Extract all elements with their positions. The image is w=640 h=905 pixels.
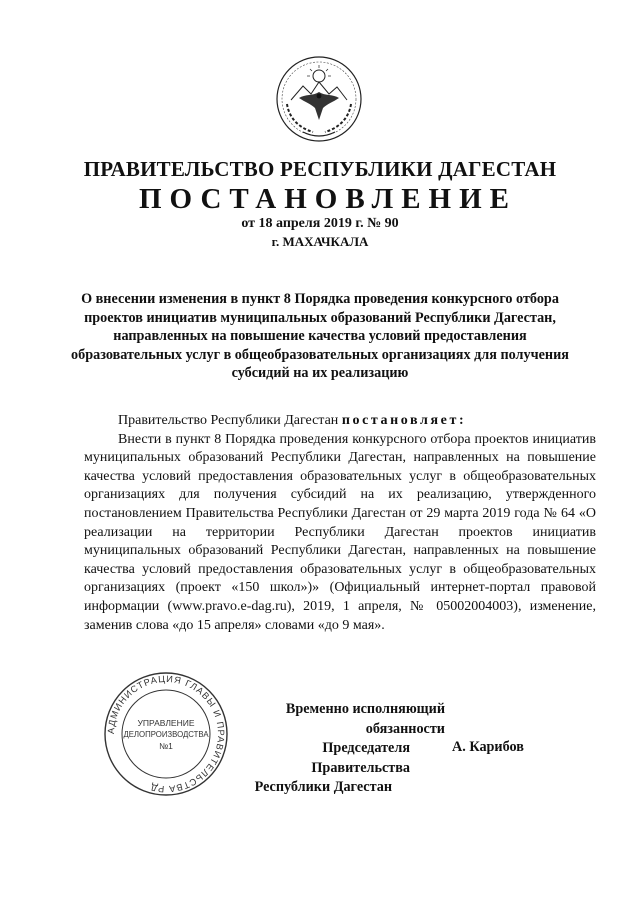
signature-line2: Председателя Правительства	[311, 740, 410, 776]
signature-line3: Республики Дагестан	[254, 779, 392, 795]
date-number: от 18 апреля 2019 г. № 90	[241, 216, 399, 231]
signer-name: А. Карибов	[452, 739, 524, 755]
official-stamp	[102, 670, 230, 798]
lead-prefix: Правительство Республики Дагестан	[118, 413, 339, 428]
stamp-line2: ДЕЛОПРОИЗВОДСТВА	[123, 730, 209, 739]
main-paragraph: Внести в пункт 8 Порядка проведения конкурсного отбора проектов инициатив муниципальных образований Республики Дагестан, направленных на повышение качества условий предоставления образовательных услуг в общеобразовательных организациях для получения субсидий на их реализацию, утвержденного постановлением Правительства Республики Дагестан от 29 марта 2019 года № 64 «О реализации на территории Республики Дагестан проектов инициатив муниципальных образований Республики Дагестан, направленных на повышение качества условий предоставления образовательных услуг в общеобразовательных организациях (проект «150 школ»)» (Официальный интернет-портал правовой информации (www.pravo.e-dag.ru), 2019, 1 апреля, № 05002004003), изменение, заменив слова «до 15 апреля» словами «до 9 мая».	[84, 431, 596, 633]
document-body	[84, 412, 596, 635]
signature-line1: Временно исполняющий обязанности	[285, 701, 445, 737]
document-subject: О внесении изменения в пункт 8 Порядка проведения конкурсного отбора проектов инициатив муниципальных образований Республики Дагестан, направленных на повышение качества условий предоставления образовательных услуг в общеобразовательных организациях для получения субсидий на их реализацию	[71, 291, 569, 382]
dagestan-coat-of-arms-icon	[273, 52, 365, 144]
stamp-line1: УПРАВЛЕНИЕ	[137, 718, 195, 728]
document-type: ПОСТАНОВЛЕНИЕ	[138, 183, 517, 215]
city: г. МАХАЧКАЛА	[271, 234, 369, 249]
lead-action: постановляет:	[341, 413, 467, 428]
lead-line	[84, 412, 596, 431]
stamp-line3: №1	[159, 741, 173, 751]
stamp-ring-text: АДМИНИСТРАЦИЯ ГЛАВЫ И ПРАВИТЕЛЬСТВА РД	[105, 673, 227, 795]
government-title: ПРАВИТЕЛЬСТВО РЕСПУБЛИКИ ДАГЕСТАН	[83, 157, 557, 181]
